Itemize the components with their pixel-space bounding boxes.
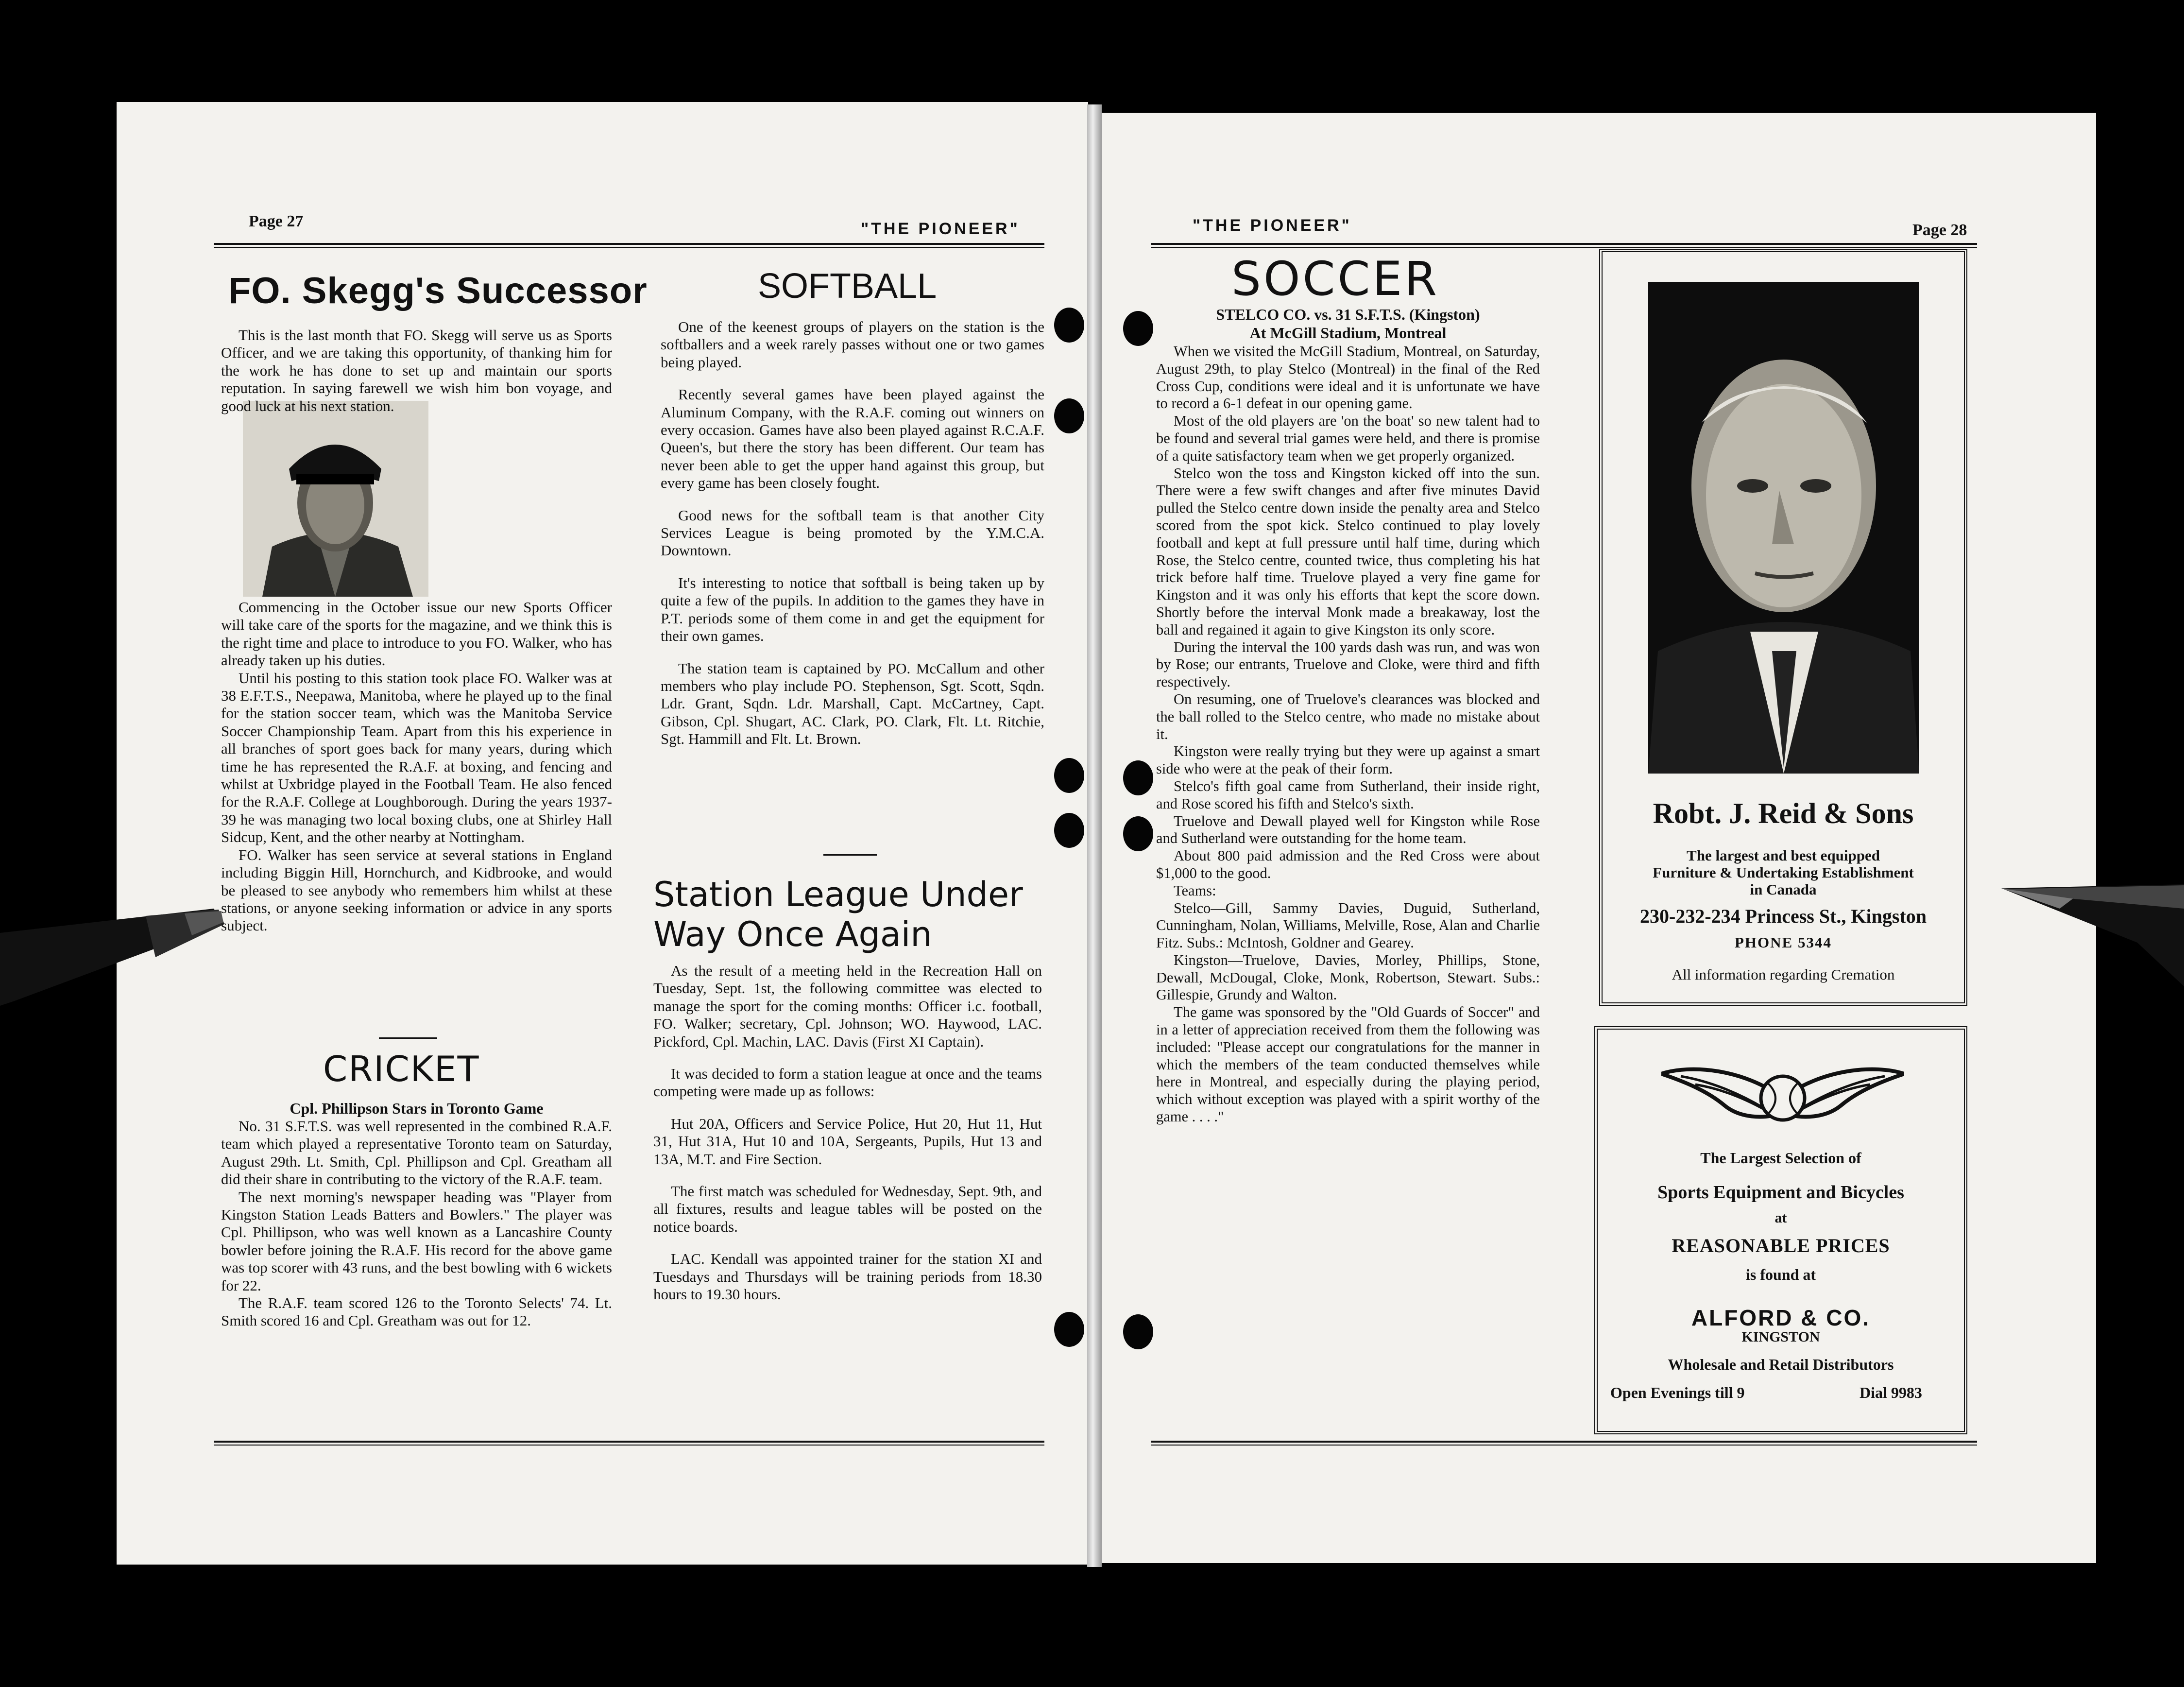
league-title [653, 875, 1023, 954]
section-divider [823, 854, 877, 856]
softball-paragraph: The station team is captained by PO. McCallum and other members who play include PO. Stephenson, Sgt. Scott, Sqdn. Ldr. Grant, Sqdn. Ldr. Marshall, Capt. McCartney, Capt. Gibson, Cpl. Shugart, AC. Clark, PO. Clark, Flt. Lt. Ritchie, Sgt. Hammill and Flt. Lt. Brown. [661, 659, 1044, 748]
softball-paragraph: It's interesting to notice that softball is being taken up by quite a few of the pupils. In addition to the games they have in P.T. periods some of them come in and get the equipment for their own games. [661, 574, 1044, 645]
footer-rule [214, 1441, 1044, 1443]
cricket-paragraph: The R.A.F. team scored 126 to the Toronto Selects' 74. Lt. Smith scored 16 and Cpl. Greatham was out for 12. [221, 1294, 612, 1329]
alford-name: ALFORD & CO. [1691, 1305, 1871, 1330]
league-paragraph: LAC. Kendall was appointed trainer for the station XI and Tuesdays and Thursdays will be training periods from 18.30 hours to 19.30 hours. [653, 1250, 1042, 1303]
softball-paragraph: Good news for the softball team is that another City Services League is being promoted by the Y.M.C.A. Downtown. [661, 506, 1044, 559]
soccer-subtitle-line: STELCO CO. vs. 31 S.F.T.S. (Kingston) [1216, 306, 1480, 323]
skegg-paragraph: This is the last month that FO. Skegg will serve us as Sports Officer, and we are taking this opportunity, of thanking him for the work he has done to set up and maintain our sports reputation. In saying farewell we wish him bon voyage, and good luck at his next station. [221, 327, 612, 414]
alford-line: Sports Equipment and Bicycles [1657, 1182, 1904, 1203]
soccer-title: SOCCER [1231, 252, 1439, 306]
league-title-line: Way Once Again [653, 914, 932, 954]
alford-phone: Dial 9983 [1860, 1384, 1922, 1401]
reid-line: in Canada [1750, 881, 1817, 898]
skegg-title: FO. Skegg's Successor [228, 270, 648, 311]
league-paragraph: The first match was scheduled for Wednesday, Sept. 9th, and all fixtures, results and league tables will be posted on the notice boards. [653, 1183, 1042, 1235]
punch-hole [1054, 308, 1084, 343]
officer-portrait-icon [243, 401, 428, 597]
softball-title: SOFTBALL [758, 267, 937, 306]
page-number-left: Page 27 [249, 212, 304, 230]
league-title-line: Station League Under [653, 875, 1023, 914]
running-head-right: "THE PIONEER" [1193, 216, 1352, 235]
reid-phone: PHONE 5344 [1735, 934, 1832, 951]
soccer-paragraph: Stelco—Gill, Sammy Davies, Duguid, Sutherland, Cunningham, Nolan, Williams, Melville, Rose, Alan and Charlie Fitz. Subs.: McIntosh, Goldner and Gearey. [1156, 899, 1540, 951]
reid-line: Furniture & Undertaking Establishment [1653, 864, 1914, 881]
punch-hole [1054, 813, 1084, 848]
cricket-subtitle: Cpl. Phillipson Stars in Toronto Game [290, 1100, 544, 1117]
alford-line: is found at [1745, 1266, 1816, 1283]
soccer-subtitle-line: At McGill Stadium, Montreal [1249, 324, 1447, 342]
soccer-paragraph: About 800 paid admission and the Red Cross were about $1,000 to the good. [1156, 847, 1540, 881]
alford-line: REASONABLE PRICES [1672, 1235, 1890, 1257]
cricket-title: CRICKET [323, 1049, 480, 1089]
header-rule [214, 247, 1044, 248]
reid-portrait [1648, 282, 1919, 774]
cricket-paragraph: No. 31 S.F.T.S. was well represented in the combined R.A.F. team which played a representative Toronto team on Saturday, August 29th. Lt. Smith, Cpl. Phillipson and Cpl. Greatham all did their share in contributing to the victory of the R.A.F. team. [221, 1118, 612, 1188]
soccer-paragraph: Most of the old players are 'on the boat' so new talent had to be found and several trial games were held, and there is promise of a quite satisfactory team when we get properly organized. [1156, 413, 1540, 464]
binder-clip-left-icon [0, 889, 228, 1035]
softball-body [661, 318, 1044, 763]
footer-rule [214, 1445, 1044, 1446]
binder-clip-right-icon [1992, 865, 2184, 991]
soccer-subtitle [1156, 305, 1540, 342]
league-paragraph: As the result of a meeting held in the Recreation Hall on Tuesday, Sept. 1st, the following committee was elected to manage the sport for the coming months: Officer i.c. football, FO. Walker; secretary, Cpl. Johnson; WO. Haywood, LAC. Pickford, Cpl. Machin, LAC. Davis (First XI Captain). [653, 962, 1042, 1050]
punch-hole [1123, 311, 1153, 346]
cricket-paragraph: The next morning's newspaper heading was "Player from Kingston Station Leads Batters and Bowlers." The player was Cpl. Phillipson, who was well known as a Lancashire County bowler before joining the R.A.F. His record for the above game was top scorer with 43 runs, and the best bowling with 6 wickets for 22. [221, 1188, 612, 1294]
punch-hole [1123, 816, 1153, 851]
section-divider [379, 1037, 437, 1039]
soccer-paragraph: Stelco's fifth goal came from Sutherland, their inside right, and Rose scored his fifth and Stelco's sixth. [1156, 777, 1540, 812]
punch-hole [1054, 1312, 1084, 1347]
alford-line: at [1774, 1210, 1787, 1226]
punch-hole [1054, 758, 1084, 793]
soccer-paragraph: Kingston were really trying but they were up against a smart side who were at the peak of their form. [1156, 743, 1540, 777]
soccer-paragraph: Teams: [1174, 882, 1216, 899]
header-rule [214, 243, 1044, 245]
soccer-paragraph: Kingston—Truelove, Davies, Morley, Phillips, Stone, Dewall, McDougal, Cloke, Monk, Robertson, Stewart. Subs.: Gillespie, Grundy and Walton. [1156, 951, 1540, 1003]
softball-paragraph: One of the keenest groups of players on the station is the softballers and a week rarely passes without one or two games being played. [661, 318, 1044, 371]
header-rule [1151, 243, 1977, 245]
punch-hole [1123, 1314, 1153, 1349]
soccer-paragraph: On resuming, one of Truelove's clearances was blocked and the ball rolled to the Stelco centre, who made no mistake about it. [1156, 690, 1540, 742]
skegg-photo [243, 401, 428, 597]
punch-hole [1054, 398, 1084, 433]
binding-spine [1087, 104, 1102, 1567]
reid-description [1608, 847, 1959, 898]
header-rule [1151, 247, 1977, 248]
skegg-body [221, 327, 612, 415]
soccer-paragraph: Truelove and Dewall played well for Kingston while Rose and Sutherland were outstanding for the home team. [1156, 812, 1540, 847]
reid-line: The largest and best equipped [1687, 847, 1880, 864]
alford-hours: Open Evenings till 9 [1610, 1384, 1745, 1401]
reid-name: Robt. J. Reid & Sons [1653, 797, 1914, 829]
skegg-body-cont [221, 599, 612, 935]
reid-note: All information regarding Cremation [1672, 966, 1895, 983]
skegg-paragraph: Commencing in the October issue our new Sports Officer will take care of the sports for the magazine, and we think this is the right time and place to introduce to you FO. Walker, who has already taken up his duties. [221, 599, 612, 669]
alford-line: The Largest Selection of [1700, 1149, 1861, 1167]
alford-tagline: Wholesale and Retail Distributors [1668, 1356, 1894, 1373]
running-head-left: "THE PIONEER" [861, 220, 1020, 238]
league-body [653, 962, 1042, 1318]
soccer-paragraph: Stelco won the toss and Kingston kicked off into the sun. There were a few swift changes and after five minutes David pulled the Stelco centre down inside the penalty area and Stelco scored from the spot kick. Stelco continued to play lovely football and kept at full pressure until half time, during which Rose, the Stelco centre, counted twice, thus completing his hat trick before half time. Truelove played a very fine game for Kingston and it was only his efforts that kept the score down. Shortly before the interval Monk made a breakaway, lost the ball and regained it again to give Kingston its only score. [1156, 465, 1540, 638]
reid-address: 230-232-234 Princess St., Kingston [1640, 905, 1927, 927]
skegg-paragraph: Until his posting to this station took place FO. Walker was at 38 E.F.T.S., Neepawa, Manitoba, where he played up to the final for the station soccer team, which was the Manitoba Service Soccer Championship Team. Apart from this his experience in all branches of sport goes back for many years, during which time he has represented the R.A.F. at boxing, and fencing and whilst at Uxbridge played in the Football Team. He also fenced for the R.A.F. College at Loughborough. During the years 1937-39 he was managing two local boxing clubs, one at Shirley Hall Sidcup, Kent, and the other nearby at Nottingham. [221, 669, 612, 846]
skegg-paragraph: FO. Walker has seen service at several stations in England including Biggin Hill, Hornchurch, and Kidbrooke, and would be pleased to see anybody who remembers him whilst at these stations, or anyone seeking information or advice in any sports subject. [221, 846, 612, 934]
soccer-paragraph: The game was sponsored by the "Old Guards of Soccer" and in a letter of appreciation received from them the following was included: "Please accept our congratulations for the manner in which the members of the team conducted themselves while here in Montreal, and especially during the playing period, which without exception was played with a spirit worthy of the game . . . ." [1156, 1004, 1540, 1125]
league-paragraph: It was decided to form a station league at once and the teams competing were made up as follows: [653, 1065, 1042, 1100]
league-paragraph: Hut 20A, Officers and Service Police, Hut 20, Hut 11, Hut 31, Hut 31A, Hut 10 and 10A, Sergeants, Pupils, Hut 13 and 13A, M.T. and Fire Section. [653, 1115, 1042, 1168]
cricket-body [221, 1118, 612, 1330]
soccer-body [1156, 343, 1540, 1126]
soccer-paragraph: During the interval the 100 yards dash was run, and was won by Rose; our entrants, Truelove and Cloke, were third and fifth respectively. [1156, 638, 1540, 690]
soccer-paragraph: When we visited the McGill Stadium, Montreal, on Saturday, August 29th, to play Stelco (Montreal) in the final of the Red Cross Cup, conditions were ideal and it is unfortunate we have to record a 6-1 defeat in our opening game. [1156, 343, 1540, 412]
page-number-right: Page 28 [1912, 221, 1967, 239]
punch-hole [1123, 760, 1153, 795]
alford-city: KINGSTON [1741, 1329, 1820, 1345]
winged-baseball-icon [1661, 1059, 1904, 1137]
footer-rule [1151, 1445, 1977, 1446]
softball-paragraph: Recently several games have been played against the Aluminum Company, with the R.A.F. coming out winners on every occasion. Games have also been played against R.C.A.F. Queen's, but there the story has been different. Our team has never been able to get the upper hand against this group, but every game has been closely fought. [661, 386, 1044, 492]
footer-rule [1151, 1441, 1977, 1443]
portrait-photo-icon [1648, 282, 1919, 774]
